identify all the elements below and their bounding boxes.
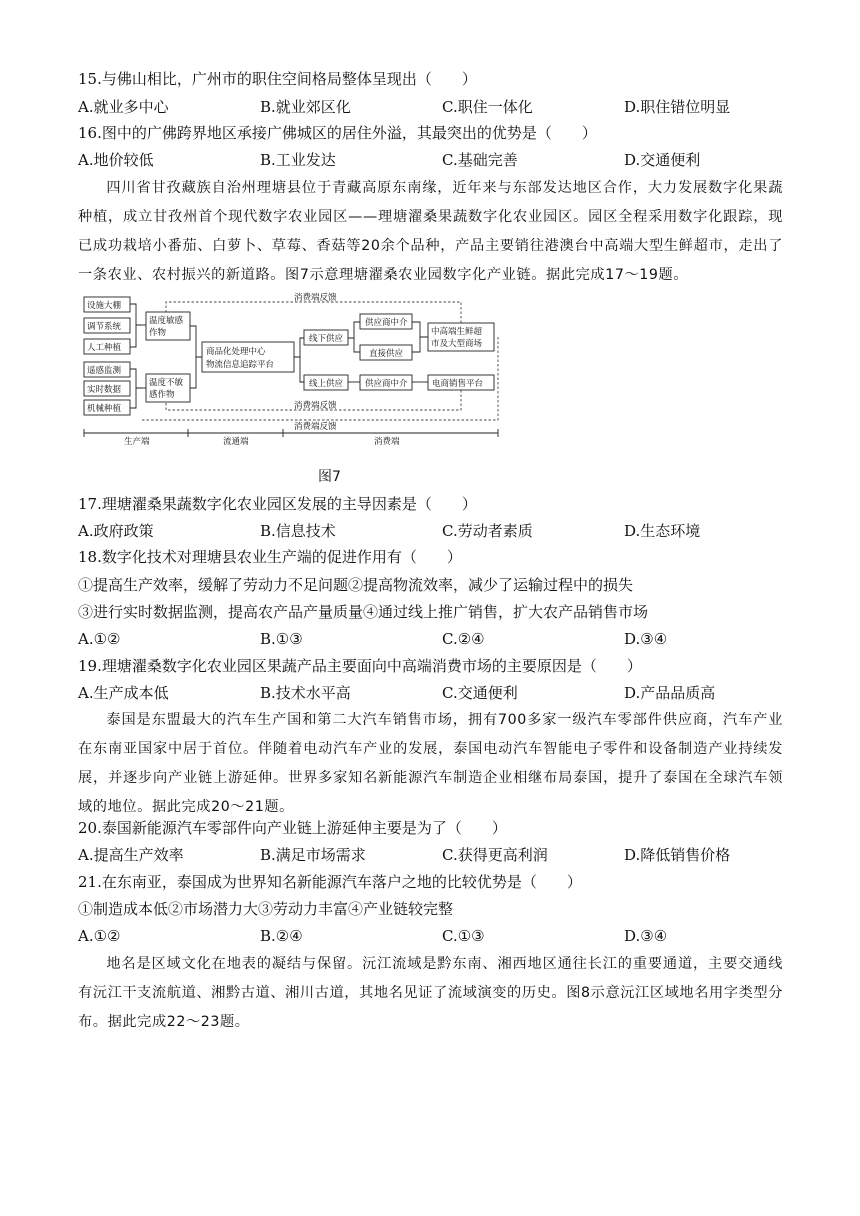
passage-yuanjiang: 地名是区域文化在地表的凝结与保留。沅江流域是黔东南、湘西地区通往长江的重要通道，主要交通线有沅江干支流航道、湘黔古道、湘川古道，其地名见证了流域演变的历史。图8示意沅江区域地名用字类型分布。据此完成22～23题。 (78, 956, 783, 1030)
fig7-input-2: 调节系统 (87, 322, 122, 332)
fig7-direct: 直接供应 (369, 349, 404, 359)
figure7-caption: 图7 (318, 469, 341, 485)
q21-option-d: D.③④ (624, 927, 668, 945)
q18-statement-line2: ③进行实时数据监测，提高农产品产量质量④通过线上推广销售，扩大农产品销售市场 (78, 603, 649, 621)
fig7-agent-top: 供应商中介 (365, 318, 408, 328)
fig7-center-line1: 商品化处理中心 (206, 347, 266, 357)
q21-option-c: C.①③ (442, 927, 485, 945)
q16-stem: 16.图中的广佛跨界地区承接广佛城区的居住外溢，其最突出的优势是（ ） (78, 124, 597, 142)
q18-option-b: B.①③ (260, 630, 303, 648)
q16-option-b: B.工业发达 (260, 151, 336, 169)
q15-option-a: A.就业多中心 (78, 98, 169, 116)
fig7-feedback-top: 消费端反馈 (294, 293, 337, 303)
q18-option-d: D.③④ (624, 630, 668, 648)
q21-stem: 21.在东南亚，泰国成为世界知名新能源汽车落户之地的比较优势是（ ） (78, 873, 582, 891)
q17-option-c: C.劳动者素质 (442, 522, 533, 540)
fig7-stage-consumption: 消费端 (374, 437, 400, 447)
fig7-ecommerce: 电商销售平台 (432, 379, 484, 389)
fig7-feedback-outer: 消费端反馈 (294, 422, 337, 432)
q16-options (78, 149, 778, 171)
fig7-offline: 线下供应 (309, 334, 344, 344)
q19-option-d: D.产品品质高 (624, 684, 716, 702)
q16-option-a: A.地价较低 (78, 151, 154, 169)
q17-options (78, 520, 778, 542)
passage-thailand: 泰国是东盟最大的汽车生产国和第二大汽车销售市场，拥有700多家一级汽车零部件供应商，汽车产业在东南亚国家中居于首位。伴随着电动汽车产业的发展，泰国电动汽车智能电子零件和设备制造产业持续发展，并逐步向产业链上游延伸。世界多家知名新能源汽车制造企业相继布局泰国，提升了泰国在全球汽车领域的地位。据此完成20～21题。 (78, 712, 783, 815)
q18-option-a: A.①② (78, 630, 121, 648)
q17-option-a: A.政府政策 (78, 522, 154, 540)
fig7-online: 线上供应 (309, 379, 344, 389)
q20-stem: 20.泰国新能源汽车零部件向产业链上游延伸主要是为了（ ） (78, 819, 507, 837)
q19-option-c: C.交通便利 (442, 684, 518, 702)
fig7-feedback-top-path (166, 302, 461, 323)
q15-options (78, 96, 778, 118)
q18-option-c: C.②④ (442, 630, 485, 648)
fig7-input-5: 实时数据 (87, 385, 122, 395)
q20-option-a: A.提高生产效率 (78, 846, 184, 864)
q21-option-b: B.②④ (260, 927, 303, 945)
q15-option-c: C.职住一体化 (442, 98, 533, 116)
fig7-insensitive-line2: 感作物 (149, 390, 175, 400)
fig7-input-4: 遥感监测 (87, 366, 122, 376)
q16-option-c: C.基础完善 (442, 151, 518, 169)
q15-option-b: B.就业郊区化 (260, 98, 351, 116)
q18-stem: 18.数字化技术对理塘县农业生产端的促进作用有（ ） (78, 548, 462, 566)
fig7-sensitive-line2: 作物 (149, 328, 167, 338)
q21-option-a: A.①② (78, 927, 121, 945)
q19-option-a: A.生产成本低 (78, 684, 169, 702)
fig7-input-3: 人工种植 (87, 343, 122, 353)
q20-option-b: B.满足市场需求 (260, 846, 366, 864)
q20-option-d: D.降低销售价格 (624, 846, 731, 864)
fig7-insensitive-line1: 温度不敏 (149, 378, 184, 388)
q20-option-c: C.获得更高利润 (442, 846, 548, 864)
fig7-feedback-bottom: 消费端反馈 (294, 401, 337, 411)
q18-options (78, 628, 778, 650)
fig7-sensitive-line1: 温度敏感 (149, 316, 184, 326)
q18-statement-line1: ①提高生产效率，缓解了劳动力不足问题②提高物流效率，减少了运输过程中的损失 (78, 576, 634, 594)
fig7-center-line2: 物流信息追踪平台 (206, 360, 275, 370)
q19-option-b: B.技术水平高 (260, 684, 351, 702)
fig7-agent-bottom: 供应商中介 (365, 379, 408, 389)
figure7-inputs (84, 297, 130, 415)
q15-stem: 15.与佛山相比，广州市的职住空间格局整体呈现出（ ） (78, 70, 477, 88)
q17-option-d: D.生态环境 (624, 522, 701, 540)
fig7-stage-circulation: 流通端 (223, 437, 249, 447)
fig7-input-1: 设施大棚 (87, 301, 122, 311)
q19-options (78, 682, 778, 704)
q21-statement-line1: ①制造成本低②市场潜力大③劳动力丰富④产业链较完整 (78, 900, 454, 918)
q15-option-d: D.职住错位明显 (624, 98, 731, 116)
fig7-stage-production: 生产端 (124, 437, 150, 447)
q17-stem: 17.理塘濯桑果蔬数字化农业园区发展的主导因素是（ ） (78, 495, 477, 513)
figure7-diagram (78, 292, 503, 447)
q17-option-b: B.信息技术 (260, 522, 336, 540)
fig7-input-6: 机械种植 (87, 404, 122, 414)
q16-option-d: D.交通便利 (624, 151, 701, 169)
fig7-market-line1: 中高端生鲜超 (431, 327, 483, 337)
q19-stem: 19.理塘濯桑数字化农业园区果蔬产品主要面向中高端消费市场的主要原因是（ ） (78, 657, 642, 675)
q20-options (78, 844, 778, 866)
passage-litang: 四川省甘孜藏族自治州理塘县位于青藏高原东南缘，近年来与东部发达地区合作，大力发展数字化果蔬种植，成立甘孜州首个现代数字农业园区——理塘濯桑果蔬数字化农业园区。园区全程采用数字化跟踪，现已成功栽培小番茄、白萝卜、草莓、香菇等20余个品种，产品主要销往港澳台中高端大型生鲜超市，走出了一条农业、农村振兴的新道路。图7示意理塘濯桑农业园数字化产业链。据此完成17～19题。 (78, 180, 783, 283)
fig7-market-line2: 市及大型商场 (431, 339, 483, 349)
q21-options (78, 925, 778, 947)
